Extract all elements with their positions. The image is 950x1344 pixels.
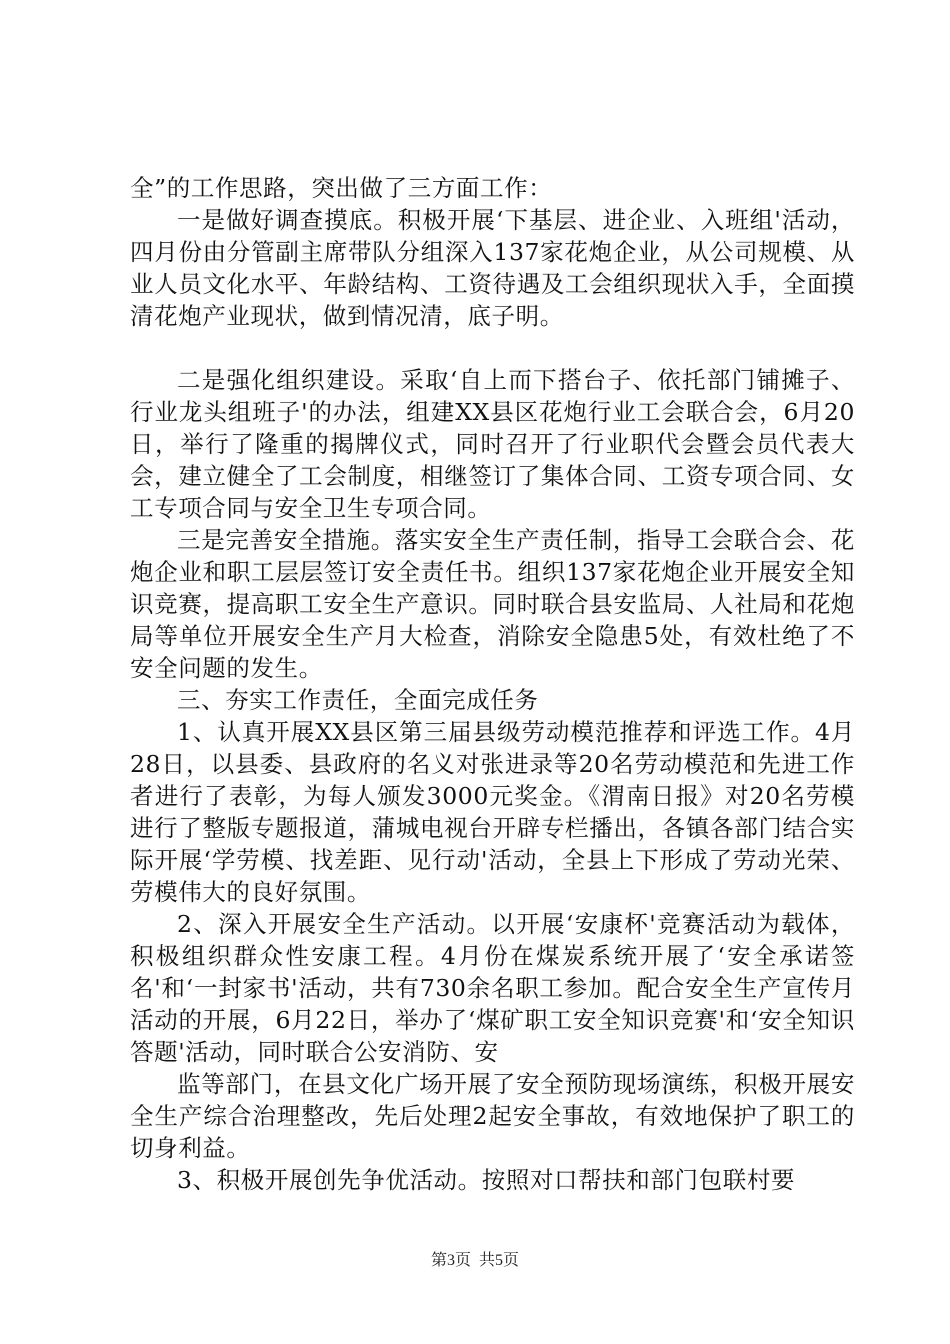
page-number: 第3页 <box>430 1252 471 1269</box>
page-footer <box>0 1247 950 1270</box>
document-body <box>130 172 855 1196</box>
paragraph-excellence: 3、积极开展创先争优活动。按照对口帮扶和部门包联村要 <box>177 1166 796 1194</box>
paragraph-safety-measures: 三是完善安全措施。落实安全生产责任制，指导工会联合会、花炮企业和职工层层签订安全责任书。组织137家花炮企业开展安全知识竞赛，提高职工安全生产意识。同时联合县安监局、人社局和花炮局等单位开展安全生产月大检查，消除安全隐患5处，有效杜绝了不安全问题的发生。 <box>130 526 855 682</box>
paragraph-safety-production: 2、深入开展安全生产活动。以开展‘安康杯'竞赛活动为载体，积极组织群众性安康工程。4月份在煤炭系统开展了‘安全承诺签名'和‘一封家书'活动，共有730余名职工参加。配合安全生产宣传月活动的开展，6月22日，举办了‘煤矿职工安全知识竞赛'和‘安全知识答题'活动，同时联合公安消防、安 <box>130 910 855 1066</box>
paragraph-survey: 一是做好调查摸底。积极开展‘下基层、进企业、入班组'活动，四月份由分管副主席带队分组深入137家花炮企业，从公司规模、从业人员文化水平、年龄结构、工资待遇及工会组织现状入手，全面摸清花炮产业现状，做到情况清，底子明。 <box>130 206 855 330</box>
section-heading: 三、夯实工作责任，全面完成任务 <box>177 686 539 714</box>
paragraph-intro: 全”的工作思路，突出做了三方面工作： <box>130 174 553 202</box>
page-total: 共5页 <box>479 1252 520 1269</box>
paragraph-safety-drill: 监等部门，在县文化广场开展了安全预防现场演练，积极开展安全生产综合治理整改，先后处理2起安全事故，有效地保护了职工的切身利益。 <box>130 1070 855 1162</box>
paragraph-labor-models: 1、认真开展XX县区第三届县级劳动模范推荐和评选工作。4月28日，以县委、县政府的名义对张进录等20名劳动模范和先进工作者进行了表彰，为每人颁发3000元奖金。《渭南日报》对20名劳模进行了整版专题报道，蒲城电视台开辟专栏播出，各镇各部门结合实际开展‘学劳模、找差距、见行动'活动，全县上下形成了劳动光荣、劳模伟大的良好氛围。 <box>130 718 855 906</box>
paragraph-organization: 二是强化组织建设。采取‘自上而下搭台子、依托部门铺摊子、行业龙头组班子'的办法，组建XX县区花炮行业工会联合会，6月20日，举行了隆重的揭牌仪式，同时召开了行业职代会暨会员代表大会，建立健全了工会制度，相继签订了集体合同、工资专项合同、女工专项合同与安全卫生专项合同。 <box>130 366 855 522</box>
